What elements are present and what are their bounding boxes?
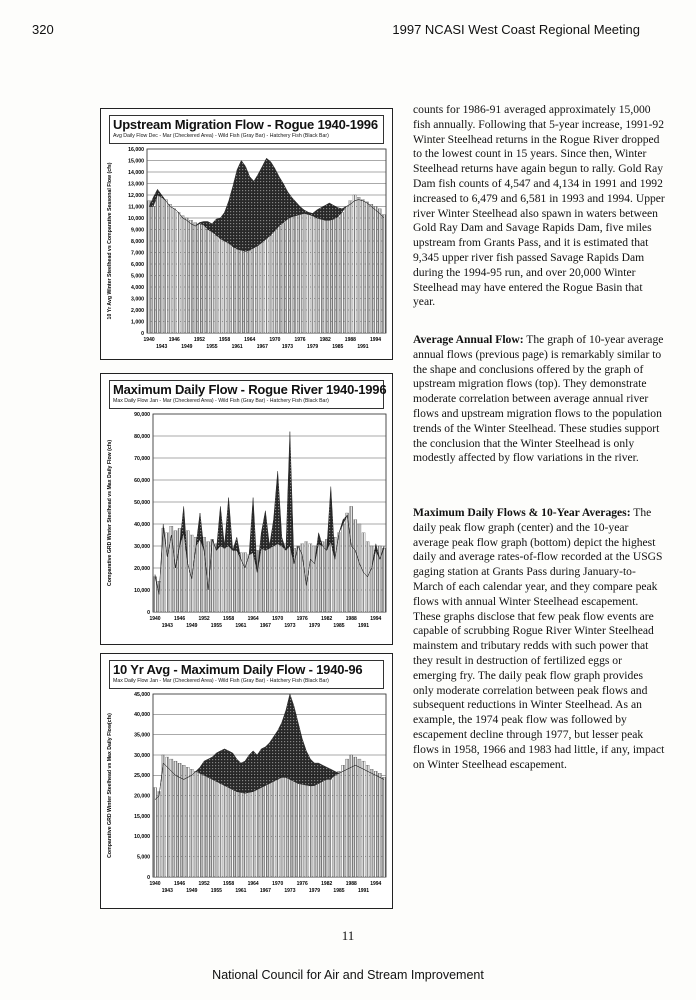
bar xyxy=(297,546,300,612)
bar xyxy=(166,533,169,612)
bar xyxy=(257,246,260,333)
y-tick-label: 20,000 xyxy=(134,565,150,572)
chart-title: Maximum Daily Flow - Rogue River 1940-1996 xyxy=(113,382,387,397)
x-tick-label: 1940 xyxy=(149,881,161,887)
y-tick-label: 15,000 xyxy=(128,158,144,165)
y-tick-label: 20,000 xyxy=(134,793,150,800)
y-tick-label: 30,000 xyxy=(134,543,150,550)
x-tick-label: 1991 xyxy=(357,623,370,629)
y-tick-label: 10,000 xyxy=(134,587,150,594)
bar xyxy=(361,200,364,333)
x-tick-label: 1952 xyxy=(198,881,210,887)
chart-svg xyxy=(101,654,394,910)
bar xyxy=(284,544,287,612)
bar xyxy=(358,524,361,612)
x-tick-label: 1994 xyxy=(369,337,382,343)
bar xyxy=(152,207,155,334)
x-tick-label: 1949 xyxy=(186,888,198,894)
x-tick-label: 1994 xyxy=(370,881,382,887)
x-tick-label: 1943 xyxy=(156,344,168,350)
y-tick-label: 16,000 xyxy=(128,146,144,153)
bar xyxy=(329,542,332,612)
bar xyxy=(349,201,352,333)
x-tick-label: 1985 xyxy=(332,344,344,350)
y-tick-label: 90,000 xyxy=(134,411,150,418)
bar xyxy=(366,202,369,333)
bar xyxy=(311,216,314,333)
y-tick-label: 35,000 xyxy=(134,732,150,739)
bar xyxy=(186,531,189,612)
bar xyxy=(280,546,283,612)
x-tick-label: 1988 xyxy=(345,616,357,622)
bar xyxy=(248,792,251,877)
bar xyxy=(309,544,312,612)
bar xyxy=(248,250,251,333)
x-tick-label: 1946 xyxy=(174,616,186,622)
bar xyxy=(265,239,268,333)
y-tick-label: 14,000 xyxy=(128,169,144,176)
x-tick-label: 1952 xyxy=(193,337,205,343)
y-tick-label: 1,000 xyxy=(131,319,144,326)
x-tick-label: 1994 xyxy=(370,616,382,622)
bar xyxy=(272,781,275,877)
bar xyxy=(160,197,163,333)
bar xyxy=(210,232,213,333)
running-header: 1997 NCASI West Coast Regional Meeting xyxy=(392,22,640,37)
x-tick-label: 1985 xyxy=(333,623,345,629)
bar xyxy=(252,553,255,612)
x-tick-label: 1940 xyxy=(143,337,155,343)
x-tick-label: 1943 xyxy=(161,888,173,894)
bar xyxy=(301,784,304,877)
x-tick-label: 1988 xyxy=(344,337,356,343)
y-tick-label: 5,000 xyxy=(137,854,150,861)
bar xyxy=(156,195,159,333)
x-tick-label: 1949 xyxy=(181,344,193,350)
x-tick-label: 1991 xyxy=(357,344,369,350)
chart-subtitle: Max Daily Flow Jan - Mar (Checkered Area) - Wild Fish (Gray Bar) - Hatchery Fish (Black Bar) xyxy=(113,398,329,404)
y-tick-label: 11,000 xyxy=(128,204,144,211)
bar xyxy=(243,793,246,877)
bar xyxy=(303,213,306,333)
bar xyxy=(268,783,271,877)
x-tick-label: 1970 xyxy=(269,337,281,343)
y-tick-label: 0 xyxy=(147,874,150,881)
bar xyxy=(174,761,177,877)
bar xyxy=(288,779,291,877)
x-tick-label: 1988 xyxy=(345,881,357,887)
bar xyxy=(153,788,156,877)
y-tick-label: 3,000 xyxy=(131,296,144,303)
x-tick-label: 1970 xyxy=(272,881,284,887)
bar xyxy=(219,546,222,612)
x-tick-label: 1946 xyxy=(174,881,186,887)
y-tick-label: 40,000 xyxy=(134,712,150,719)
y-tick-label: 45,000 xyxy=(134,691,150,698)
bar xyxy=(235,792,238,877)
paragraph-text: The graph of 10-year average annual flows (previous page) is remarkably similar to the shape and conclusions offered by the graph of upstream migration flows (top). They demonstrate moderate correlation between average annual river flows and upstream migration flows to the population trends of the Winter Steelhead. These studies support the conclusion that the Winter Steelhead is only modestly affected by flow variations in the river. xyxy=(413,333,664,465)
bar xyxy=(317,544,320,612)
bar xyxy=(346,513,349,612)
bar xyxy=(378,209,381,333)
y-tick-label: 7,000 xyxy=(131,250,144,257)
bar xyxy=(328,220,331,333)
y-tick-label: 80,000 xyxy=(134,433,150,440)
bar xyxy=(235,550,238,612)
bar xyxy=(202,225,205,333)
x-tick-label: 1964 xyxy=(244,337,256,343)
x-tick-label: 1964 xyxy=(247,616,259,622)
x-tick-label: 1973 xyxy=(284,623,296,629)
chart-maximum-daily-flow xyxy=(100,373,393,645)
bar xyxy=(288,546,291,612)
bar xyxy=(345,207,348,334)
bar xyxy=(332,219,335,333)
chart-upstream-migration xyxy=(100,108,393,360)
chart-subtitle: Avg Daily Flow Dec - Mar (Checkered Area) - Wild Fish (Gray Bar) - Hatchery Fish (Black Bar) xyxy=(113,133,329,139)
bar xyxy=(325,779,328,877)
bar xyxy=(276,779,279,877)
bar xyxy=(264,786,267,878)
bar xyxy=(337,533,340,612)
bar xyxy=(358,759,361,877)
bar xyxy=(290,217,293,333)
bar xyxy=(362,761,365,877)
bar xyxy=(292,781,295,877)
bar xyxy=(305,785,308,877)
chart-title: 10 Yr Avg - Maximum Daily Flow - 1940-96 xyxy=(113,662,363,677)
x-tick-label: 1976 xyxy=(296,616,308,622)
bar xyxy=(227,788,230,877)
bar xyxy=(317,783,320,877)
bar xyxy=(268,548,271,612)
bar xyxy=(370,546,373,612)
bar xyxy=(374,771,377,877)
bar xyxy=(346,759,349,877)
bar xyxy=(370,204,373,333)
bar xyxy=(286,219,289,333)
bar xyxy=(321,781,324,877)
bar xyxy=(374,550,377,612)
bar xyxy=(181,216,184,333)
bar xyxy=(194,537,197,612)
bar xyxy=(272,546,275,612)
chart-svg xyxy=(101,374,394,646)
bar xyxy=(382,777,385,877)
paragraph-maximum-daily-flows xyxy=(413,506,666,772)
bar xyxy=(166,757,169,877)
y-tick-label: 15,000 xyxy=(134,813,150,820)
bar xyxy=(182,533,185,612)
x-tick-label: 1958 xyxy=(223,881,235,887)
x-tick-label: 1979 xyxy=(307,344,319,350)
bar xyxy=(170,759,173,877)
x-tick-label: 1982 xyxy=(321,616,333,622)
bar xyxy=(353,195,356,333)
bar xyxy=(378,773,381,877)
bar xyxy=(219,239,222,333)
bar xyxy=(276,544,279,612)
bar xyxy=(297,783,300,877)
bar xyxy=(185,218,188,333)
bar xyxy=(252,792,255,877)
y-tick-label: 12,000 xyxy=(128,192,144,199)
y-tick-label: 40,000 xyxy=(134,521,150,528)
bar xyxy=(189,220,192,333)
bar xyxy=(203,775,206,877)
bar xyxy=(273,231,276,333)
bar xyxy=(190,535,193,612)
bar xyxy=(252,248,255,333)
x-tick-label: 1976 xyxy=(294,337,306,343)
bar xyxy=(158,581,161,612)
bar xyxy=(206,230,209,334)
bar xyxy=(298,215,301,333)
bar xyxy=(284,777,287,877)
bar xyxy=(374,207,377,334)
x-tick-label: 1961 xyxy=(235,623,247,629)
bar xyxy=(315,218,318,333)
bar xyxy=(215,235,218,333)
chart-subtitle: Max Daily Flow Jan - Mar (Checkered Area) - Wild Fish (Gray Bar) - Hatchery Fish (Black Bar) xyxy=(113,678,329,684)
bar xyxy=(231,548,234,612)
paragraph-heading: Average Annual Flow: xyxy=(413,333,524,346)
x-tick-label: 1952 xyxy=(198,616,210,622)
x-tick-label: 1955 xyxy=(210,623,222,629)
bar xyxy=(170,526,173,612)
y-tick-label: 10,000 xyxy=(128,215,144,222)
bar xyxy=(236,249,239,333)
bar xyxy=(342,524,345,612)
x-tick-label: 1955 xyxy=(206,344,218,350)
bar xyxy=(354,757,357,877)
x-tick-label: 1973 xyxy=(284,888,296,894)
bar xyxy=(173,209,176,333)
bar xyxy=(321,542,324,612)
bar xyxy=(215,544,218,612)
bar xyxy=(198,539,201,612)
bar xyxy=(280,777,283,877)
bar xyxy=(382,548,385,612)
x-tick-label: 1958 xyxy=(223,616,235,622)
bar xyxy=(227,243,230,333)
bar xyxy=(148,201,151,333)
bar xyxy=(269,235,272,333)
bar xyxy=(340,212,343,333)
bar xyxy=(357,197,360,333)
bar xyxy=(264,550,267,612)
bar xyxy=(261,242,264,333)
y-tick-label: 8,000 xyxy=(131,238,144,245)
bar xyxy=(354,520,357,612)
bar xyxy=(207,777,210,877)
x-tick-label: 1940 xyxy=(149,616,161,622)
bar xyxy=(158,792,161,877)
y-tick-label: 60,000 xyxy=(134,477,150,484)
bar xyxy=(211,779,214,877)
bar xyxy=(231,790,234,877)
y-axis-label: Comparative GRD Winter Steelhead vs Max Daily Flow(cfs) xyxy=(107,713,113,858)
y-axis-label: Comparative GRD Winter Steelhead vs Max Daily Flow (cfs) xyxy=(107,439,113,587)
bar xyxy=(329,779,332,877)
y-tick-label: 50,000 xyxy=(134,499,150,506)
bar xyxy=(366,765,369,877)
bar xyxy=(240,250,243,333)
paragraph-escapement: counts for 1986-91 averaged approximately 15,000 fish annually. Following that 5-year increase, 1991-92 Winter Steelhead returns in the Rogue River dropped to the lowest count in 15 years. Since then, Winter Steelhead returns have again begun to rally. Gold Ray Dam fish counts of 4,547 and 4,134 in 1991 and 1992 increased to 6,479 and 6,581 in 1993 and 1994. Upper river Winter Steelhead also spawn in waters between Gold Ray Dam and Savage Rapids Dam, five miles upstream from Grants Pass, and it is estimated that 9,345 upper river fish passed Savage Rapids Dam during the 1994-95 run, and over 20,000 Winter Steelhead may have entered the Rogue Basin that year. xyxy=(413,103,665,309)
bar xyxy=(243,553,246,612)
bar xyxy=(244,251,247,333)
bar xyxy=(194,223,197,333)
bar xyxy=(370,769,373,877)
bar xyxy=(248,555,251,612)
y-tick-label: 0 xyxy=(141,330,144,337)
x-tick-label: 1967 xyxy=(256,344,268,350)
bar xyxy=(337,771,340,877)
paragraph-text: The daily peak flow graph (center) and the 10-year average peak flow graph (bottom) depict the highest daily and average rates-of-flow recorded at the USGS gaging station at Grants Pass during January-to-March of each calendar year, and they compare peak flows with annual Winter Steelhead escapement. These graphs disclose that few peak flow events are capable of scrubbing Rogue River Winter Steelhead mainstem and tributary redds with such power that they result in destruction of fertilized eggs or emerging fry. The daily peak flow graph provides only moderate correlation between peak flows and subsequent reductions in Winter Steelhead. As an example, the 1974 peak flow was followed by escapement decline through 1977, but lesser peak flows in 1958, 1966 and 1983 had little, if any, impact on Winter Steelhead escapement. xyxy=(413,506,665,771)
y-tick-label: 5,000 xyxy=(131,273,144,280)
bar xyxy=(333,775,336,877)
x-tick-label: 1961 xyxy=(235,888,247,894)
y-tick-label: 13,000 xyxy=(128,181,144,188)
x-tick-label: 1949 xyxy=(186,623,198,629)
bar xyxy=(277,226,280,333)
bar xyxy=(307,215,310,333)
y-axis-label: 10 Yr Avg Winter Steelhead vs Comparative Seasonal Flow (cfs) xyxy=(107,162,113,320)
bar xyxy=(168,204,171,333)
x-tick-label: 1979 xyxy=(308,623,321,629)
folio-number: 11 xyxy=(341,928,355,943)
chart-svg xyxy=(101,109,394,361)
x-tick-label: 1967 xyxy=(259,888,271,894)
y-tick-label: 10,000 xyxy=(134,834,150,841)
bar xyxy=(336,217,339,333)
y-tick-label: 25,000 xyxy=(134,773,150,780)
bar xyxy=(198,773,201,877)
y-tick-label: 9,000 xyxy=(131,227,144,234)
bar xyxy=(256,790,259,877)
chart-10yr-avg-max-flow xyxy=(100,653,393,909)
bar xyxy=(178,763,181,877)
bar xyxy=(313,786,316,878)
paragraph-heading: Maximum Daily Flows & 10-Year Averages: xyxy=(413,506,631,519)
bar xyxy=(223,786,226,878)
y-tick-label: 6,000 xyxy=(131,261,144,268)
x-tick-label: 1961 xyxy=(231,344,243,350)
bar xyxy=(382,215,385,333)
bar xyxy=(190,769,193,877)
x-tick-label: 1982 xyxy=(319,337,331,343)
bar xyxy=(342,765,345,877)
bar xyxy=(239,792,242,877)
page-number: 320 xyxy=(32,22,54,37)
bar xyxy=(215,781,218,877)
bar xyxy=(174,531,177,612)
bar xyxy=(324,220,327,333)
x-tick-label: 1964 xyxy=(247,881,259,887)
x-tick-label: 1943 xyxy=(161,623,173,629)
x-tick-label: 1958 xyxy=(219,337,231,343)
bar xyxy=(319,219,322,333)
x-tick-label: 1973 xyxy=(281,344,294,350)
bar xyxy=(227,546,230,612)
bar xyxy=(177,212,180,333)
paragraph-average-annual-flow xyxy=(413,333,666,466)
y-tick-label: 70,000 xyxy=(134,455,150,462)
bar xyxy=(260,548,263,612)
bar xyxy=(350,506,353,612)
bar xyxy=(260,788,263,877)
bar xyxy=(186,767,189,877)
x-tick-label: 1976 xyxy=(296,881,308,887)
x-tick-label: 1982 xyxy=(321,881,333,887)
bar xyxy=(219,783,222,877)
bar xyxy=(309,786,312,877)
x-tick-label: 1946 xyxy=(168,337,180,343)
x-tick-label: 1985 xyxy=(333,888,345,894)
x-tick-label: 1991 xyxy=(357,888,370,894)
bar xyxy=(301,544,304,612)
bar xyxy=(282,223,285,333)
x-tick-label: 1955 xyxy=(210,888,222,894)
bar xyxy=(223,241,226,333)
bar xyxy=(231,247,234,333)
bar xyxy=(198,224,201,333)
y-tick-label: 4,000 xyxy=(131,284,144,291)
bar xyxy=(194,771,197,877)
y-tick-label: 30,000 xyxy=(134,752,150,759)
footer-organization: National Council for Air and Stream Improvement xyxy=(212,968,484,982)
bar xyxy=(182,765,185,877)
x-tick-label: 1967 xyxy=(259,623,271,629)
y-tick-label: 2,000 xyxy=(131,307,144,314)
y-tick-label: 0 xyxy=(147,609,150,616)
x-tick-label: 1979 xyxy=(308,888,321,894)
bar xyxy=(294,216,297,333)
bar xyxy=(223,548,226,612)
x-tick-label: 1970 xyxy=(272,616,284,622)
bar xyxy=(350,755,353,877)
bar xyxy=(164,200,167,333)
chart-title: Upstream Migration Flow - Rogue 1940-1996 xyxy=(113,117,378,132)
